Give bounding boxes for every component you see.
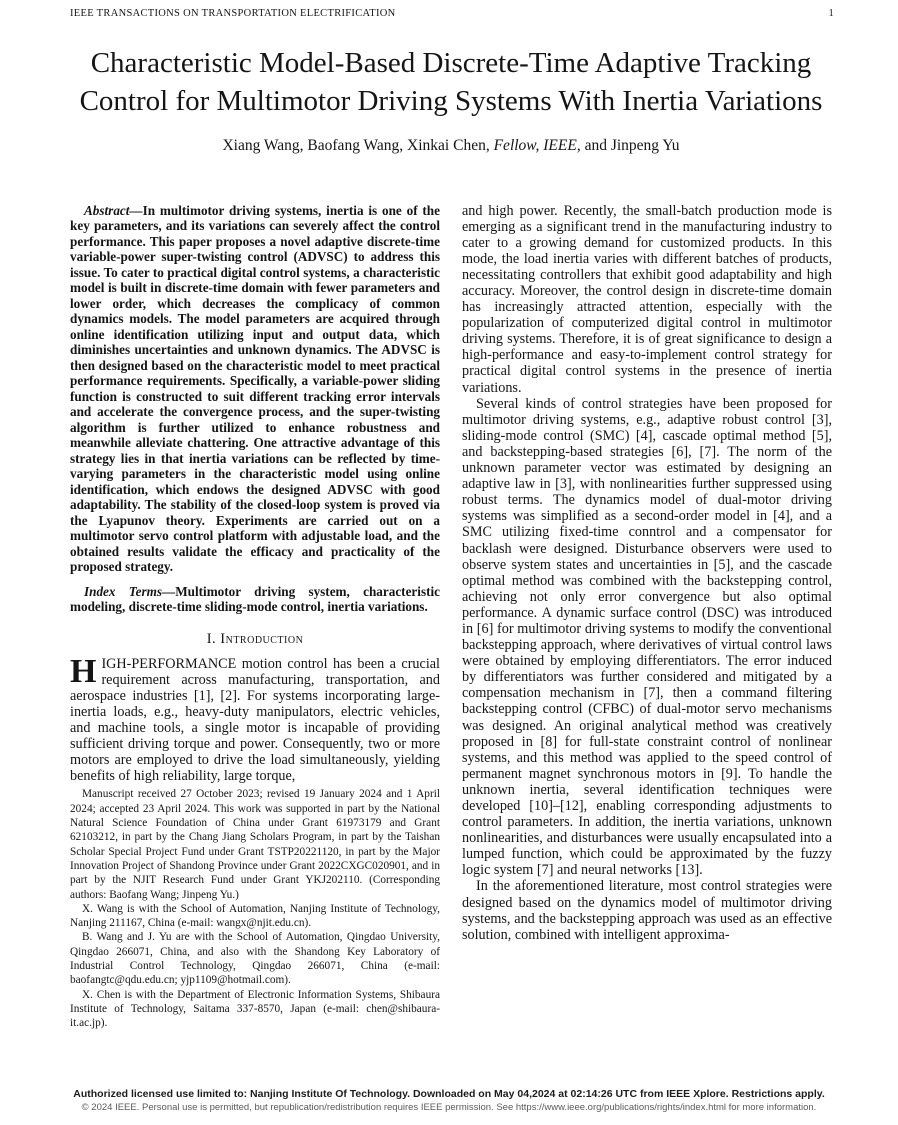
dropcap-letter: H: [70, 652, 97, 690]
column-right: [462, 203, 832, 1031]
page-number: 1: [828, 8, 834, 19]
footer-license-line: Authorized licensed use limited to: Nanjing Institute Of Technology. Downloaded on May 04,2024 at 02:14:26 UTC from IEEE Xplore. Restrictions apply.: [73, 1088, 825, 1100]
column-left: [70, 203, 440, 1031]
running-head: [70, 8, 834, 19]
authors-suffix: , and Jinpeng Yu: [576, 136, 680, 154]
authors-line: [70, 137, 832, 155]
abstract-text: In multimotor driving systems, inertia is one of the key parameters, and its variations can severely affect the control performance. This paper proposes a novel adaptive discrete-time variable-power super-twisting control (ADVSC) to address this issue. To cater to practical digital control systems, a characteristic model is built in discrete-time domain with fewer parameters and lower order, which decreases the complicacy of common dynamics models. The model parameters are acquired through online identification utilizing input and output data, which diminishes uncertainties and unknown dynamics. The ADVSC is then designed based on the characteristic model to meet practical performance requirements. Specifically, a variable-power sliding function is constructed to suit different tracking error intervals and accelerate the convergence process, and the super-twisting algorithm is further utilized to enhance robustness and meanwhile alleviate chattering. One attractive advantage of this strategy lies in that inertia variations can be reflected by time-varying parameters in the characteristic model using online identification, which endows the designed ADVSC with good adaptability. The stability of the closed-loop system is proved via the Lyapunov theory. Experiments are carried out on a multimotor servo control platform with adjustable load, and the obtained results validate the efficacy and practicality of the proposed strategy.: [70, 202, 440, 575]
paper-title: Characteristic Model-Based Discrete-Time Adaptive Tracking Control for Multimotor Driving Systems With Inertia Variations: [79, 47, 823, 118]
abstract-paragraph: [70, 203, 440, 575]
two-column-body: [70, 203, 832, 1031]
index-terms-text: Multimotor driving system, characteristic modeling, discrete-time sliding-mode control, inertia variations.: [70, 583, 440, 615]
page-footer: [0, 1088, 898, 1113]
index-terms-label: Index Terms—: [84, 583, 176, 599]
index-terms-paragraph: [70, 584, 440, 615]
section-heading-introduction: I. Introduction: [206, 630, 304, 647]
right-col-paragraph-1: and high power. Recently, the small-batch production mode is emerging as a significant trend in the manufacturing industry to cater to a growing demand for customized products. In this mode, the load inertia varies with different batches of products, necessitating controllers that exhibit good adaptability and high accuracy. Moreover, the control design in discrete-time domain has increasingly attracted attention, especially with the popularization of computerized digital control in multimotor driving systems. Therefore, it is of great significance to design a high-performance and easy-to-implement control strategy for practical digital control systems in the presence of inertia variations.: [462, 202, 832, 396]
footnote-manuscript: Manuscript received 27 October 2023; revised 19 January 2024 and 1 April 2024; accepted 23 April 2024. This work was supported in part by the National Natural Science Foundation of China under Grant 61973179 and Grant 62103212, in part by the Chang Jiang Scholars Program, in part by the Taishan Scholar Special Project Fund under Grant TSTP20221120, in part by the Major Innovation Project of Shandong Province under Grant 2022CXGC020901, and in part by the NJIT Research Fund under Grant YKJ202110. (Corresponding authors: Baofang Wang; Jinpeng Yu.): [70, 788, 440, 901]
authors-prefix: Xiang Wang, Baofang Wang, Xinkai Chen,: [222, 136, 494, 154]
intro-paragraph: [70, 652, 440, 785]
right-col-paragraph-3: In the aforementioned literature, most control strategies were designed based on the dynamics model of multimotor driving systems, and the backstepping approach was used as an effective solution, combined with intelligent approxima-: [462, 878, 832, 943]
authors-fellow-ieee: Fellow, IEEE: [493, 136, 577, 154]
footer-copyright-line: © 2024 IEEE. Personal use is permitted, but republication/redistribution requires IEEE permission. See https://www.ieee.org/publications/rights/index.html for more information.: [81, 1102, 817, 1113]
intro-paragraph-text: IGH-PERFORMANCE motion control has been a crucial requirement across manufacturing, transportation, and aerospace industries [1], [2]. For systems incorporating large-inertia loads, e.g., heavy-duty manipulators, electric vehicles, and machine tools, a single motor is incapable of providing sufficient driving torque and power. Consequently, two or more motors are employed to drive the load simultaneously, yielding benefits of high reliability, large torque,: [70, 655, 440, 785]
footnote-affiliation-xchen: X. Chen is with the Department of Electronic Information Systems, Shibaura Institute of Technology, Saitama 337-8570, Japan (e-mail: chen@shibaura-it.ac.jp).: [70, 988, 440, 1030]
right-col-paragraph-2: Several kinds of control strategies have been proposed for multimotor driving systems, e.g., adaptive robust control [3], sliding-mode control (SMC) [4], cascade optimal method [5], and backstepping-based strategies [6], [7]. The norm of the unknown parameter vector was estimated by designing an adaptive law in [3], with nonlinearities further suppressed using robust terms. The dynamics model of dual-motor driving systems was simplified as a second-order model in [4], and a SMC utilizing fixed-time conntrol and a compensator for backlash were designed. Disturbance observers were used to observe system states and uncertainties in [5], and the cascade optimal method was combined with the backstepping control, achieving not only error convergence but also optimal performance. A dynamic surface control (DSC) was introduced in [6] for multimotor driving systems to modify the conventional backstepping approach, where derivatives of virtual control laws were obtained by employing differentiators. The error induced by differentiators was further considered and mitigated by a compensation mechanism in [7], then a command filtering backstepping control (CFBC) of dual-motor servo mechanisms was designed. An original analytical method was creatively proposed in [8] for full-state constraint control of nonlinear systems, and this method was applied to the speed control of permanent magnet synchronous motors in [9]. To handle the unknown inertia, several identification techniques were developed [10]–[12], enabling corresponding adjustments to control parameters. In addition, the inertia variations, unknown nonlinearities, and disturbances were usually encapsulated into a lumped function, which could be approximated by the fuzzy logic system [7] and neural networks [13].: [462, 395, 832, 879]
footnote-affiliation-xwang: X. Wang is with the School of Automation, Nanjing Institute of Technology, Nanjing 211167, China (e-mail: wangx@njit.edu.cn).: [70, 902, 440, 930]
footnote-block: [70, 787, 440, 1030]
journal-header: IEEE TRANSACTIONS ON TRANSPORTATION ELECTRIFICATION: [70, 8, 396, 19]
footnote-affiliation-bwang-jyu: B. Wang and J. Yu are with the School of Automation, Qingdao University, Qingdao 266071, China, and also with the Shandong Key Laboratory of Industrial Control Technology, Qingdao 266071, China (e-mail: baofangtc@qdu.edu.cn; yjp1109@hotmail.com).: [70, 931, 440, 987]
abstract-label: Abstract—: [84, 202, 143, 218]
